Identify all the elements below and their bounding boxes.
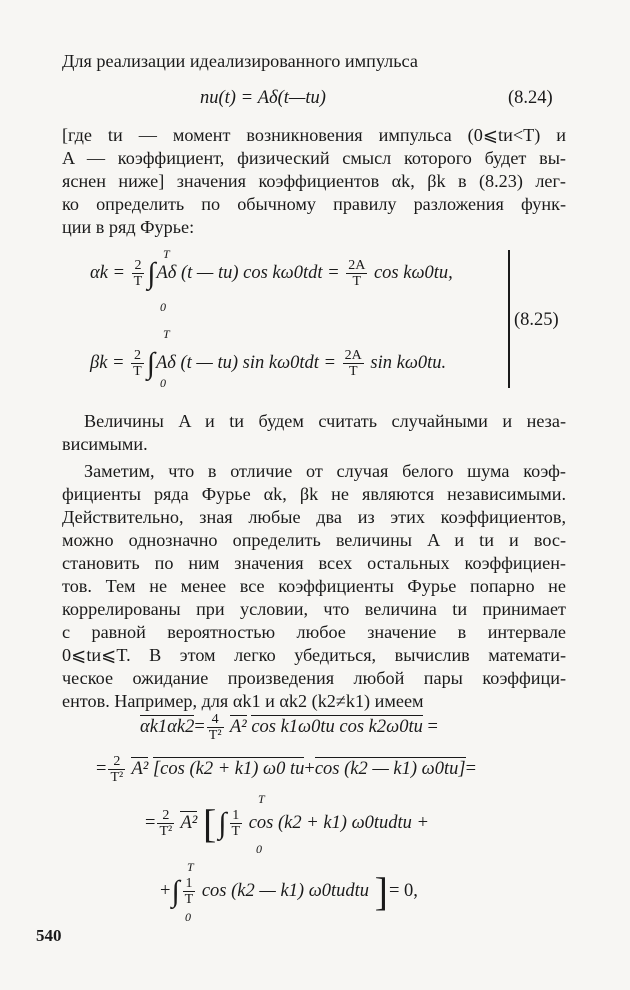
text-line: ческое ожидание произведения любой пары коэффици-: [62, 668, 566, 688]
text-line: можно однозначно определить величины A и tи и вос-: [62, 530, 566, 550]
text-line: A — коэффициент, физический смысл которого будет вы-: [62, 148, 566, 168]
text-line: с равной вероятностью любое значение в интервале: [62, 622, 566, 642]
text-line: ентов. Например, для αk1 и αk2 (k2≠k1) имеем: [62, 691, 424, 711]
alpha-rhs: cos kω0tи,: [373, 262, 453, 283]
text-line: ко определить по обычному правилу разложения функ-: [62, 194, 566, 214]
text-line: Величины A и tи будем считать случайными и неза-: [84, 411, 566, 431]
intro-paragraph: Для реализации идеализированного импульса: [62, 51, 418, 71]
equation-number-8-24: (8.24): [508, 88, 553, 108]
derivation-row-4: +∫ $\frac{1}{T}$ cos (k2 — k1) ω0tиdtи ]= 0,: [160, 868, 418, 914]
text-line: Заметим, что в отличие от случая белого шума коэф-: [84, 461, 566, 481]
integral-sign: ∫: [146, 346, 155, 380]
upper-limit: T: [187, 860, 194, 874]
text-line: [где tи — момент возникновения импульса (0⩽tи<T) и: [62, 125, 566, 145]
fraction: $\frac{2}{T}$: [133, 348, 142, 379]
integrand-2: cos (k2 — k1) ω0tиdtи: [201, 880, 370, 901]
fraction: $\frac{1}{T}$: [184, 876, 194, 907]
lower-limit: 0: [160, 376, 166, 390]
lower-limit: 0: [256, 842, 262, 856]
text-line: тов. Тем не менее все коэффициенты Фурье попарно не: [62, 576, 566, 596]
integral-sign: ∫: [171, 874, 180, 908]
integrand-1: cos (k2 + k1) ω0tиdtи +: [248, 812, 430, 833]
text-line: становить по ним значения всех остальных коэффициен-: [62, 553, 566, 573]
fraction: $\frac{4}{\text{T²}}$: [208, 712, 222, 743]
alpha-lhs: αk =: [90, 262, 126, 283]
upper-limit: T: [258, 792, 265, 806]
fraction: $\frac{2}{\text{T²}}$: [110, 754, 124, 785]
fraction: $\frac{1}{T}$: [231, 808, 241, 839]
mean-term-1: [cos (k2 + k1) ω0 tи: [152, 758, 305, 779]
text-line: Действительно, зная любые два из этих коэффициентов,: [62, 507, 566, 527]
mean-product: αk1αk2: [140, 716, 195, 737]
integral-sign: ∫: [218, 806, 227, 840]
equation-8-24: nи(t) = Aδ(t—tи): [200, 88, 326, 108]
fraction: $\frac{2}{\text{T²}}$: [159, 808, 173, 839]
derivation-row-3: = $\frac{2}{\text{T²}}$ A² [∫ $\frac{1}{T}$ cos (k2 + k1) ω0tиdtи +: [145, 800, 430, 846]
beta-rhs: sin kω0tи.: [370, 352, 447, 373]
alpha-row: [90, 258, 453, 289]
beta-lhs: βk =: [90, 352, 125, 373]
beta-integrand: Aδ (t — tи) sin kω0tdt =: [155, 352, 337, 373]
derivation-row-1: αk1αk2= $\frac{4}{\text{T²}}$ A² cos k1ω0tи cos k2ω0tи =: [140, 712, 438, 743]
page-number: 540: [36, 926, 62, 945]
text-line: висимыми.: [62, 434, 148, 454]
text-line: яснен ниже] значения коэффициентов αk, βk в (8.23) лег-: [62, 171, 566, 191]
equation-number-8-25: (8.25): [514, 310, 559, 330]
system-brace: [500, 250, 510, 388]
beta-row: [90, 348, 446, 379]
bracket-close: ]: [374, 868, 388, 914]
mean-cos-product: cos k1ω0tи cos k2ω0tи: [251, 716, 423, 737]
text-line: фициенты ряда Фурье αk, βk не являются независимыми.: [62, 484, 566, 504]
mean-term-2: cos (k2 — k1) ω0tи]: [314, 758, 466, 779]
mean-a-squared: A²: [229, 716, 247, 737]
mean-a-squared: A²: [131, 758, 149, 779]
text-line: коррелированы при условии, что величина tи принимает: [62, 599, 566, 619]
lower-limit: 0: [160, 300, 166, 314]
text-line: ции в ряд Фурье:: [62, 217, 195, 237]
fraction: $\frac{2A}{T}$: [348, 258, 366, 289]
alpha-integrand: Aδ (t — tи) cos kω0tdt =: [156, 262, 340, 283]
lower-limit: 0: [185, 910, 191, 924]
mean-a-squared: A²: [180, 812, 198, 833]
integral-sign: ∫: [147, 256, 156, 290]
fraction: $\frac{2}{T}$: [133, 258, 143, 289]
bracket-open: [: [202, 800, 217, 846]
upper-limit: T: [163, 327, 170, 341]
fraction: $\frac{2A}{T}$: [344, 348, 362, 379]
derivation-row-2: = $\frac{2}{\text{T²}}$ A² [cos (k2 + k1) ω0 tи+cos (k2 — k1) ω0tи]=: [96, 754, 477, 785]
upper-limit: T: [163, 247, 170, 261]
text-line: 0⩽tи⩽T. В этом легко убедиться, вычислив математи-: [62, 645, 566, 665]
